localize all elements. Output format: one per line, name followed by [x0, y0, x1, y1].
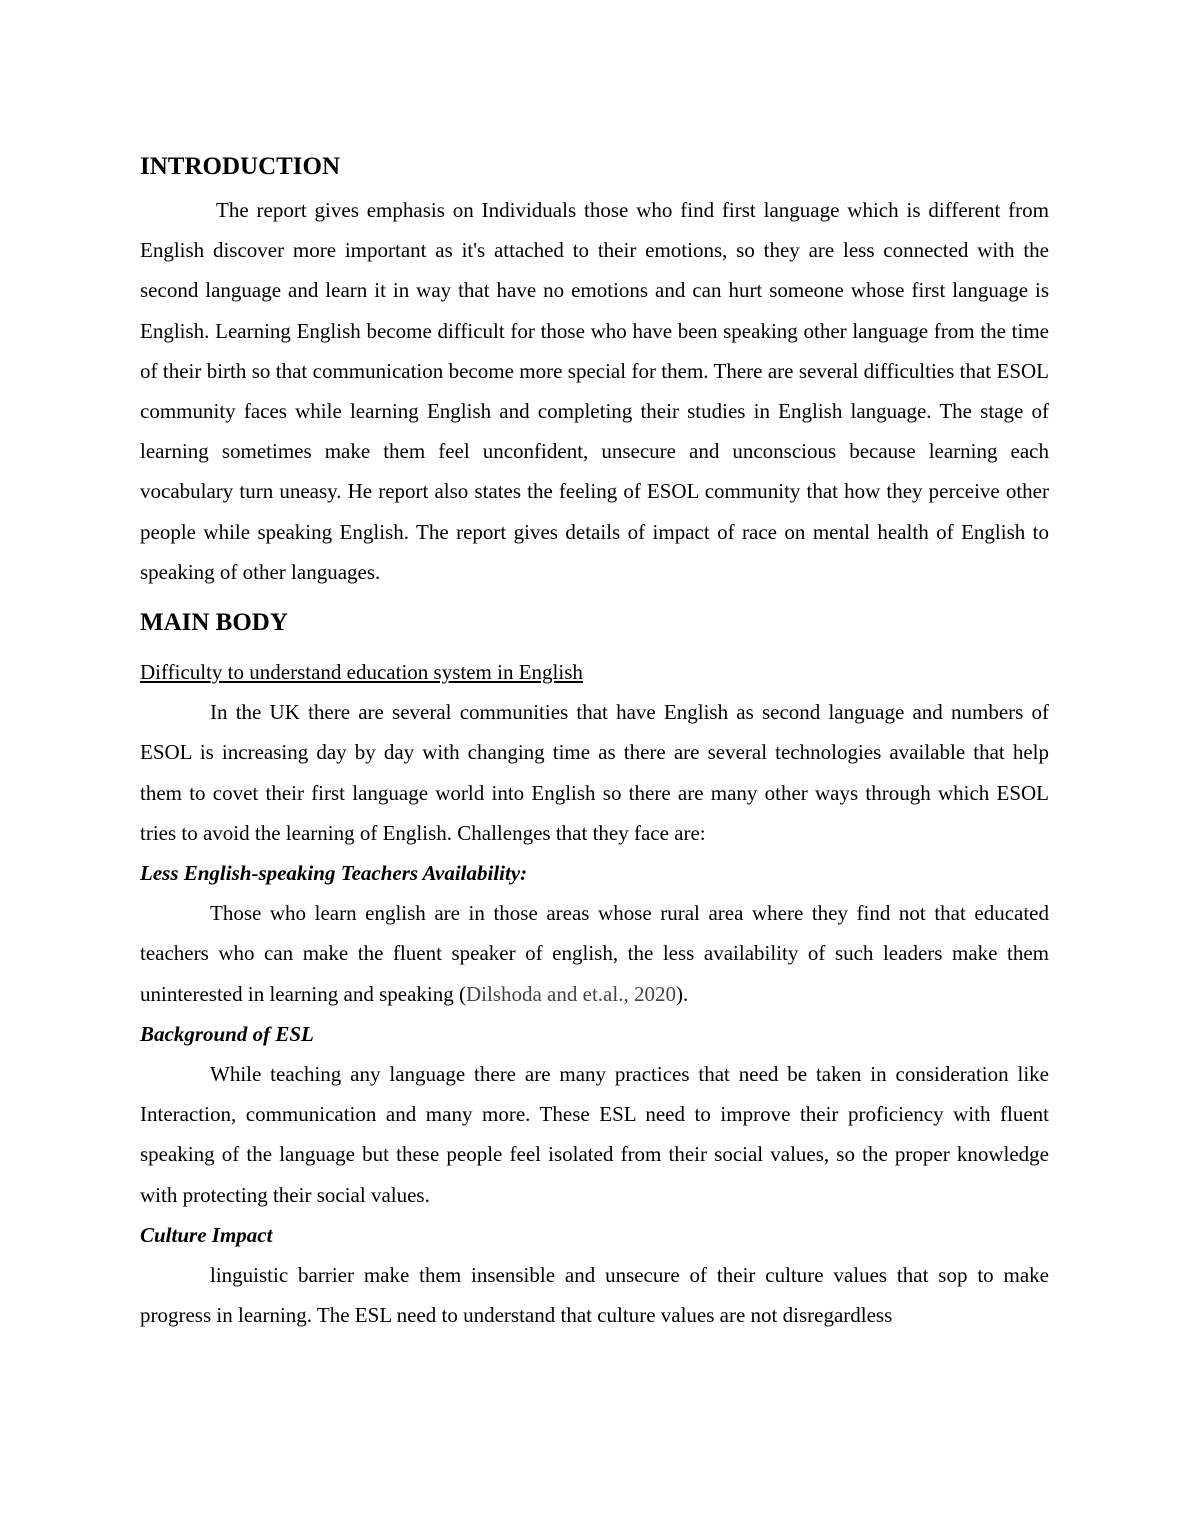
section-title-background: Background of ESL — [140, 1021, 314, 1046]
main-body-subheading: Difficulty to understand education system in English — [140, 660, 583, 685]
section-text-culture: linguistic barrier make them insensible and unsecure of their culture values that sop to make progress in learning. The ESL need to understand that culture values are not disregardless — [140, 1263, 1049, 1328]
section-text-teachers — [140, 893, 1049, 1014]
main-body-heading: MAIN BODY — [140, 609, 288, 637]
citation: Dilshoda and et.al., 2020 — [465, 981, 676, 1006]
citation-close: ). — [675, 981, 689, 1006]
section-text-background: While teaching any language there are many practices that need be taken in consideration like Interaction, communication and many more. These ESL need to improve their proficiency with fluent speaking of the language but these people feel isolated from their social values, so the proper knowledge with protecting their social values. — [140, 1062, 1049, 1207]
document-page — [140, 148, 1049, 1335]
introduction-heading: INTRODUCTION — [140, 153, 341, 180]
section-text-teachers-body: Those who learn english are in those areas whose rural area where they find not that educated teachers who can make the fluent speaker of english, the less availability of such leaders make them uninterested in learning and speaking ( — [140, 901, 1049, 1006]
main-body-paragraph: In the UK there are several communities that have English as second language and numbers of ESOL is increasing day by day with changing time as there are several technologies available that help them to covet their first language world into English so there are many other ways through which ESOL tries to avoid the learning of English. Challenges that they face are: — [140, 700, 1049, 845]
introduction-paragraph: The report gives emphasis on Individuals those who find first language which is different from English discover more important as it's attached to their emotions, so they are less connected with the second language and learn it in way that have no emotions and can hurt someone whose first language is English. Learning English become difficult for those who have been speaking other language from the time of their birth so that communication become more special for them. There are several difficulties that ESOL community faces while learning English and completing their studies in English language. The stage of learning sometimes make them feel unconfident, unsecure and unconscious because learning each vocabulary turn uneasy. He report also states the feeling of ESOL community that how they perceive other people while speaking English. The report gives details of impact of race on mental health of English to speaking of other languages. — [140, 198, 1049, 584]
section-title-teachers: Less English-speaking Teachers Availability: — [140, 861, 528, 886]
section-title-culture: Culture Impact — [140, 1222, 273, 1247]
